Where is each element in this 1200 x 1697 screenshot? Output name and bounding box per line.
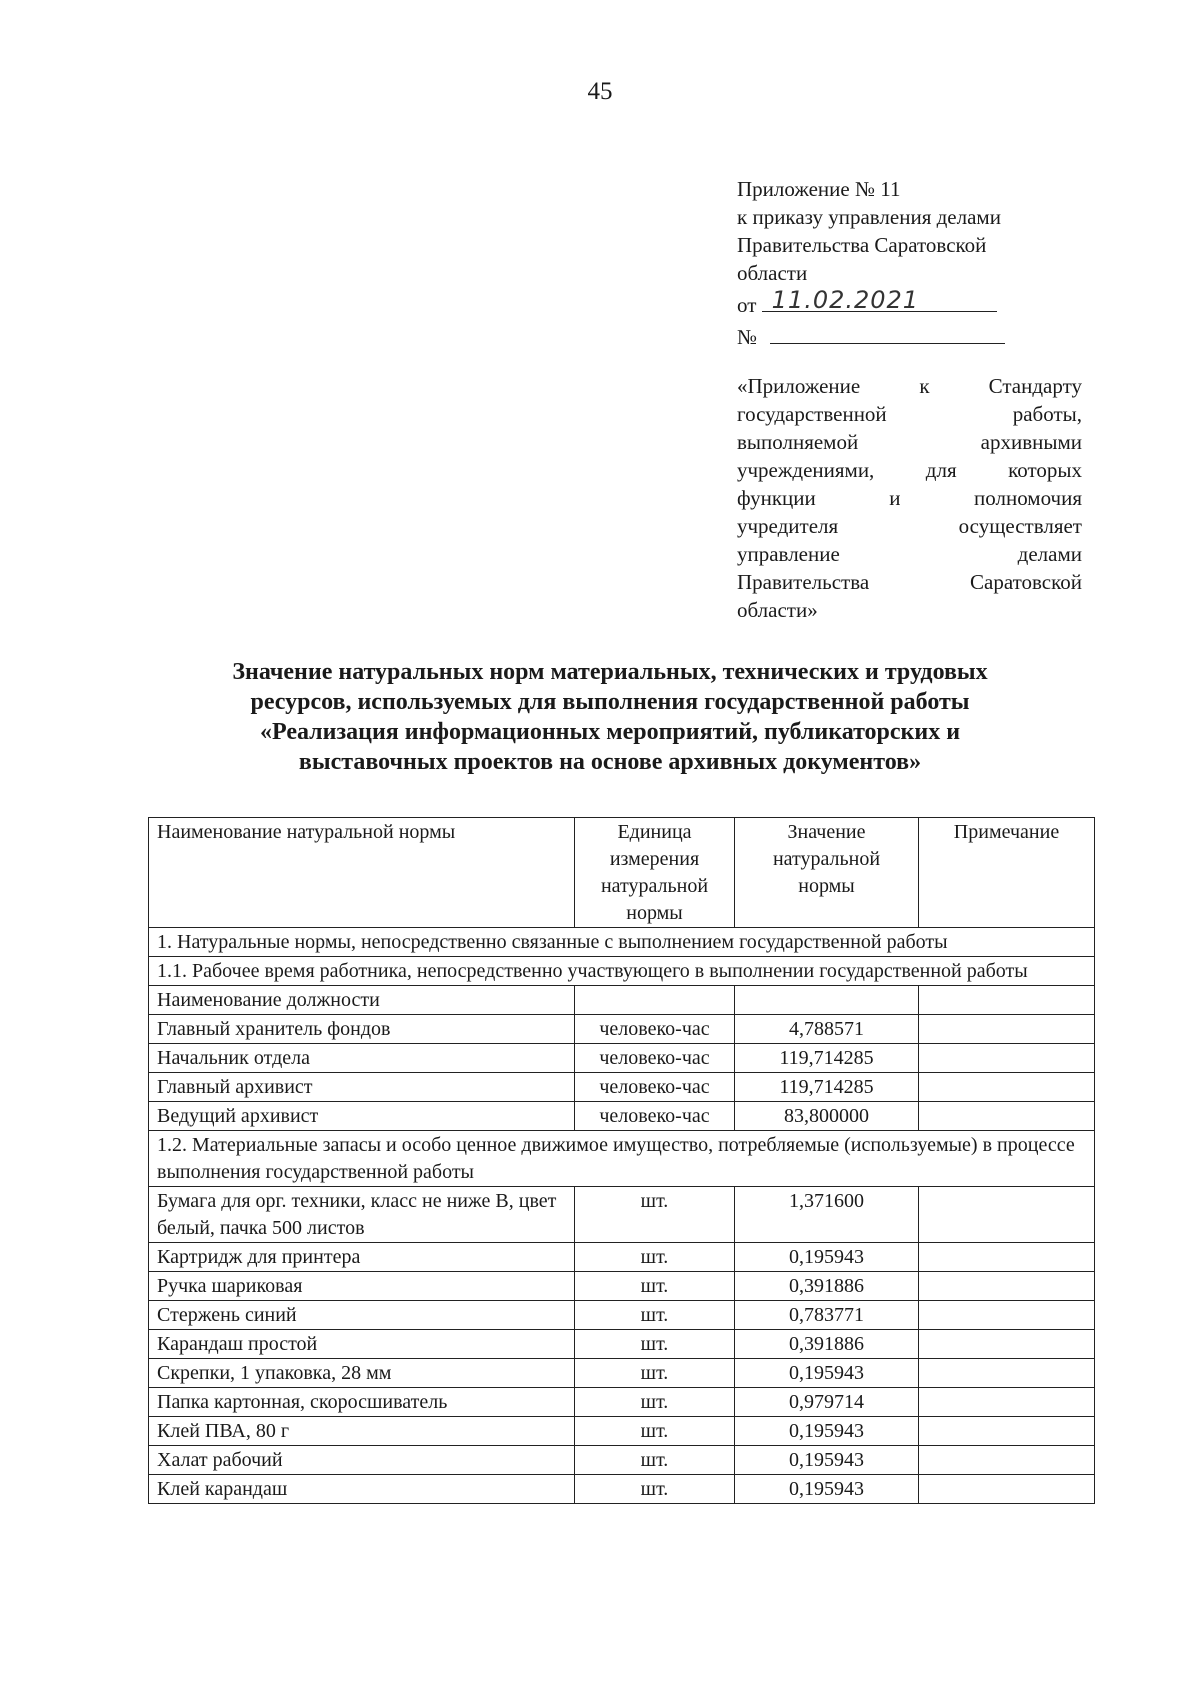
date-prefix: от (737, 293, 757, 317)
note-line: учредителя осуществляет (737, 514, 1082, 538)
material-rows (149, 1187, 1095, 1504)
row-name: Начальник отдела (149, 1044, 575, 1073)
header-unit: Единица измерения натуральной нормы (575, 818, 735, 928)
row-name: Главный хранитель фондов (149, 1015, 575, 1044)
handwritten-date: 11.02.2021 (771, 286, 920, 314)
appendix-date (737, 287, 1082, 319)
row-note (919, 1388, 1095, 1417)
row-name: Ведущий архивист (149, 1102, 575, 1131)
table-row (149, 1044, 1095, 1073)
row-unit: человеко-час (575, 1044, 735, 1073)
row-unit: шт. (575, 1475, 735, 1504)
table-row (149, 1417, 1095, 1446)
row-note (919, 1243, 1095, 1272)
note-line: государственной работы, (737, 402, 1082, 426)
table-header-row (149, 818, 1095, 928)
row-value: 83,800000 (735, 1102, 919, 1131)
title-line: «Реализация информационных мероприятий, публикаторских и (259, 719, 961, 745)
row-note (919, 1301, 1095, 1330)
norms-table (148, 817, 1095, 1504)
table-row (149, 1359, 1095, 1388)
number-prefix: № (737, 325, 758, 349)
row-unit: человеко-час (575, 1102, 735, 1131)
empty-cell (919, 986, 1095, 1015)
row-note (919, 1015, 1095, 1044)
row-note (919, 1417, 1095, 1446)
table-row (149, 1301, 1095, 1330)
row-value: 0,195943 (735, 1359, 919, 1388)
row-value: 0,391886 (735, 1272, 919, 1301)
note-line: «Приложение к Стандарту (737, 374, 1082, 398)
row-note (919, 1475, 1095, 1504)
row-value: 0,195943 (735, 1446, 919, 1475)
table-row (149, 986, 1095, 1015)
table-row (149, 1073, 1095, 1102)
row-note (919, 1272, 1095, 1301)
date-line (762, 287, 997, 312)
header-name: Наименование натуральной нормы (149, 818, 575, 928)
row-note (919, 1073, 1095, 1102)
row-value: 0,783771 (735, 1301, 919, 1330)
row-note (919, 1044, 1095, 1073)
note-line: управление делами (737, 542, 1082, 566)
standard-note (737, 372, 1082, 624)
section-1-1: 1.1. Рабочее время работника, непосредственно участвующего в выполнении государственной работы (149, 957, 1095, 986)
title-line: Значение натуральных норм материальных, технических и трудовых (232, 659, 988, 685)
table-row (149, 1187, 1095, 1243)
row-value: 119,714285 (735, 1044, 919, 1073)
section-row (149, 957, 1095, 986)
title-line: выставочных проектов на основе архивных документов» (298, 749, 922, 775)
row-unit: шт. (575, 1243, 735, 1272)
appendix-line: Правительства Саратовской (737, 233, 987, 257)
row-name: Бумага для орг. техники, класс не ниже В, цвет белый, пачка 500 листов (149, 1187, 575, 1243)
table-row (149, 1475, 1095, 1504)
appendix-line: Приложение № 11 (737, 177, 901, 201)
row-value: 0,979714 (735, 1388, 919, 1417)
row-name: Стержень синий (149, 1301, 575, 1330)
section-row (149, 1131, 1095, 1187)
row-note (919, 1446, 1095, 1475)
table-row (149, 1388, 1095, 1417)
row-name: Ручка шариковая (149, 1272, 575, 1301)
row-unit: шт. (575, 1330, 735, 1359)
row-note (919, 1330, 1095, 1359)
table-row (149, 1330, 1095, 1359)
row-unit: шт. (575, 1388, 735, 1417)
appendix-number (737, 319, 1082, 351)
number-line (770, 319, 1005, 344)
row-name: Папка картонная, скоросшиватель (149, 1388, 575, 1417)
appendix-line: к приказу управления делами (737, 205, 1001, 229)
row-note (919, 1102, 1095, 1131)
row-unit: человеко-час (575, 1015, 735, 1044)
note-line: Правительства Саратовской (737, 570, 1082, 594)
empty-cell (735, 986, 919, 1015)
appendix-line: области (737, 261, 808, 285)
row-note (919, 1187, 1095, 1243)
note-line: области» (737, 598, 818, 622)
row-unit: человеко-час (575, 1073, 735, 1102)
appendix-header (737, 175, 1082, 351)
note-line: функции и полномочия (737, 486, 1082, 510)
position-header: Наименование должности (149, 986, 575, 1015)
row-unit: шт. (575, 1359, 735, 1388)
section-1: 1. Натуральные нормы, непосредственно связанные с выполнением государственной работы (149, 928, 1095, 957)
row-value: 119,714285 (735, 1073, 919, 1102)
note-line: учреждениями, для которых (737, 458, 1082, 482)
row-unit: шт. (575, 1417, 735, 1446)
row-value: 0,195943 (735, 1417, 919, 1446)
row-name: Картридж для принтера (149, 1243, 575, 1272)
row-value: 0,195943 (735, 1243, 919, 1272)
header-note: Примечание (919, 818, 1095, 928)
row-name: Халат рабочий (149, 1446, 575, 1475)
title-line: ресурсов, используемых для выполнения государственной работы (250, 689, 970, 715)
table-row (149, 1102, 1095, 1131)
table-row (149, 1243, 1095, 1272)
table-row (149, 1272, 1095, 1301)
staff-rows (149, 1015, 1095, 1131)
row-value: 1,371600 (735, 1187, 919, 1243)
document-title (130, 657, 1090, 777)
row-name: Клей ПВА, 80 г (149, 1417, 575, 1446)
table-row (149, 1446, 1095, 1475)
note-line: выполняемой архивными (737, 430, 1082, 454)
row-name: Скрепки, 1 упаковка, 28 мм (149, 1359, 575, 1388)
section-1-2: 1.2. Материальные запасы и особо ценное движимое имущество, потребляемые (используемые) в процессе выполнения государственной работы (149, 1131, 1095, 1187)
empty-cell (575, 986, 735, 1015)
row-name: Карандаш простой (149, 1330, 575, 1359)
page-number: 45 (587, 78, 613, 105)
row-unit: шт. (575, 1301, 735, 1330)
row-name: Клей карандаш (149, 1475, 575, 1504)
row-note (919, 1359, 1095, 1388)
row-unit: шт. (575, 1272, 735, 1301)
row-value: 0,195943 (735, 1475, 919, 1504)
row-name: Главный архивист (149, 1073, 575, 1102)
row-unit: шт. (575, 1446, 735, 1475)
header-value: Значение натуральной нормы (735, 818, 919, 928)
row-value: 4,788571 (735, 1015, 919, 1044)
row-value: 0,391886 (735, 1330, 919, 1359)
row-unit: шт. (575, 1187, 735, 1243)
table-row (149, 1015, 1095, 1044)
section-row (149, 928, 1095, 957)
